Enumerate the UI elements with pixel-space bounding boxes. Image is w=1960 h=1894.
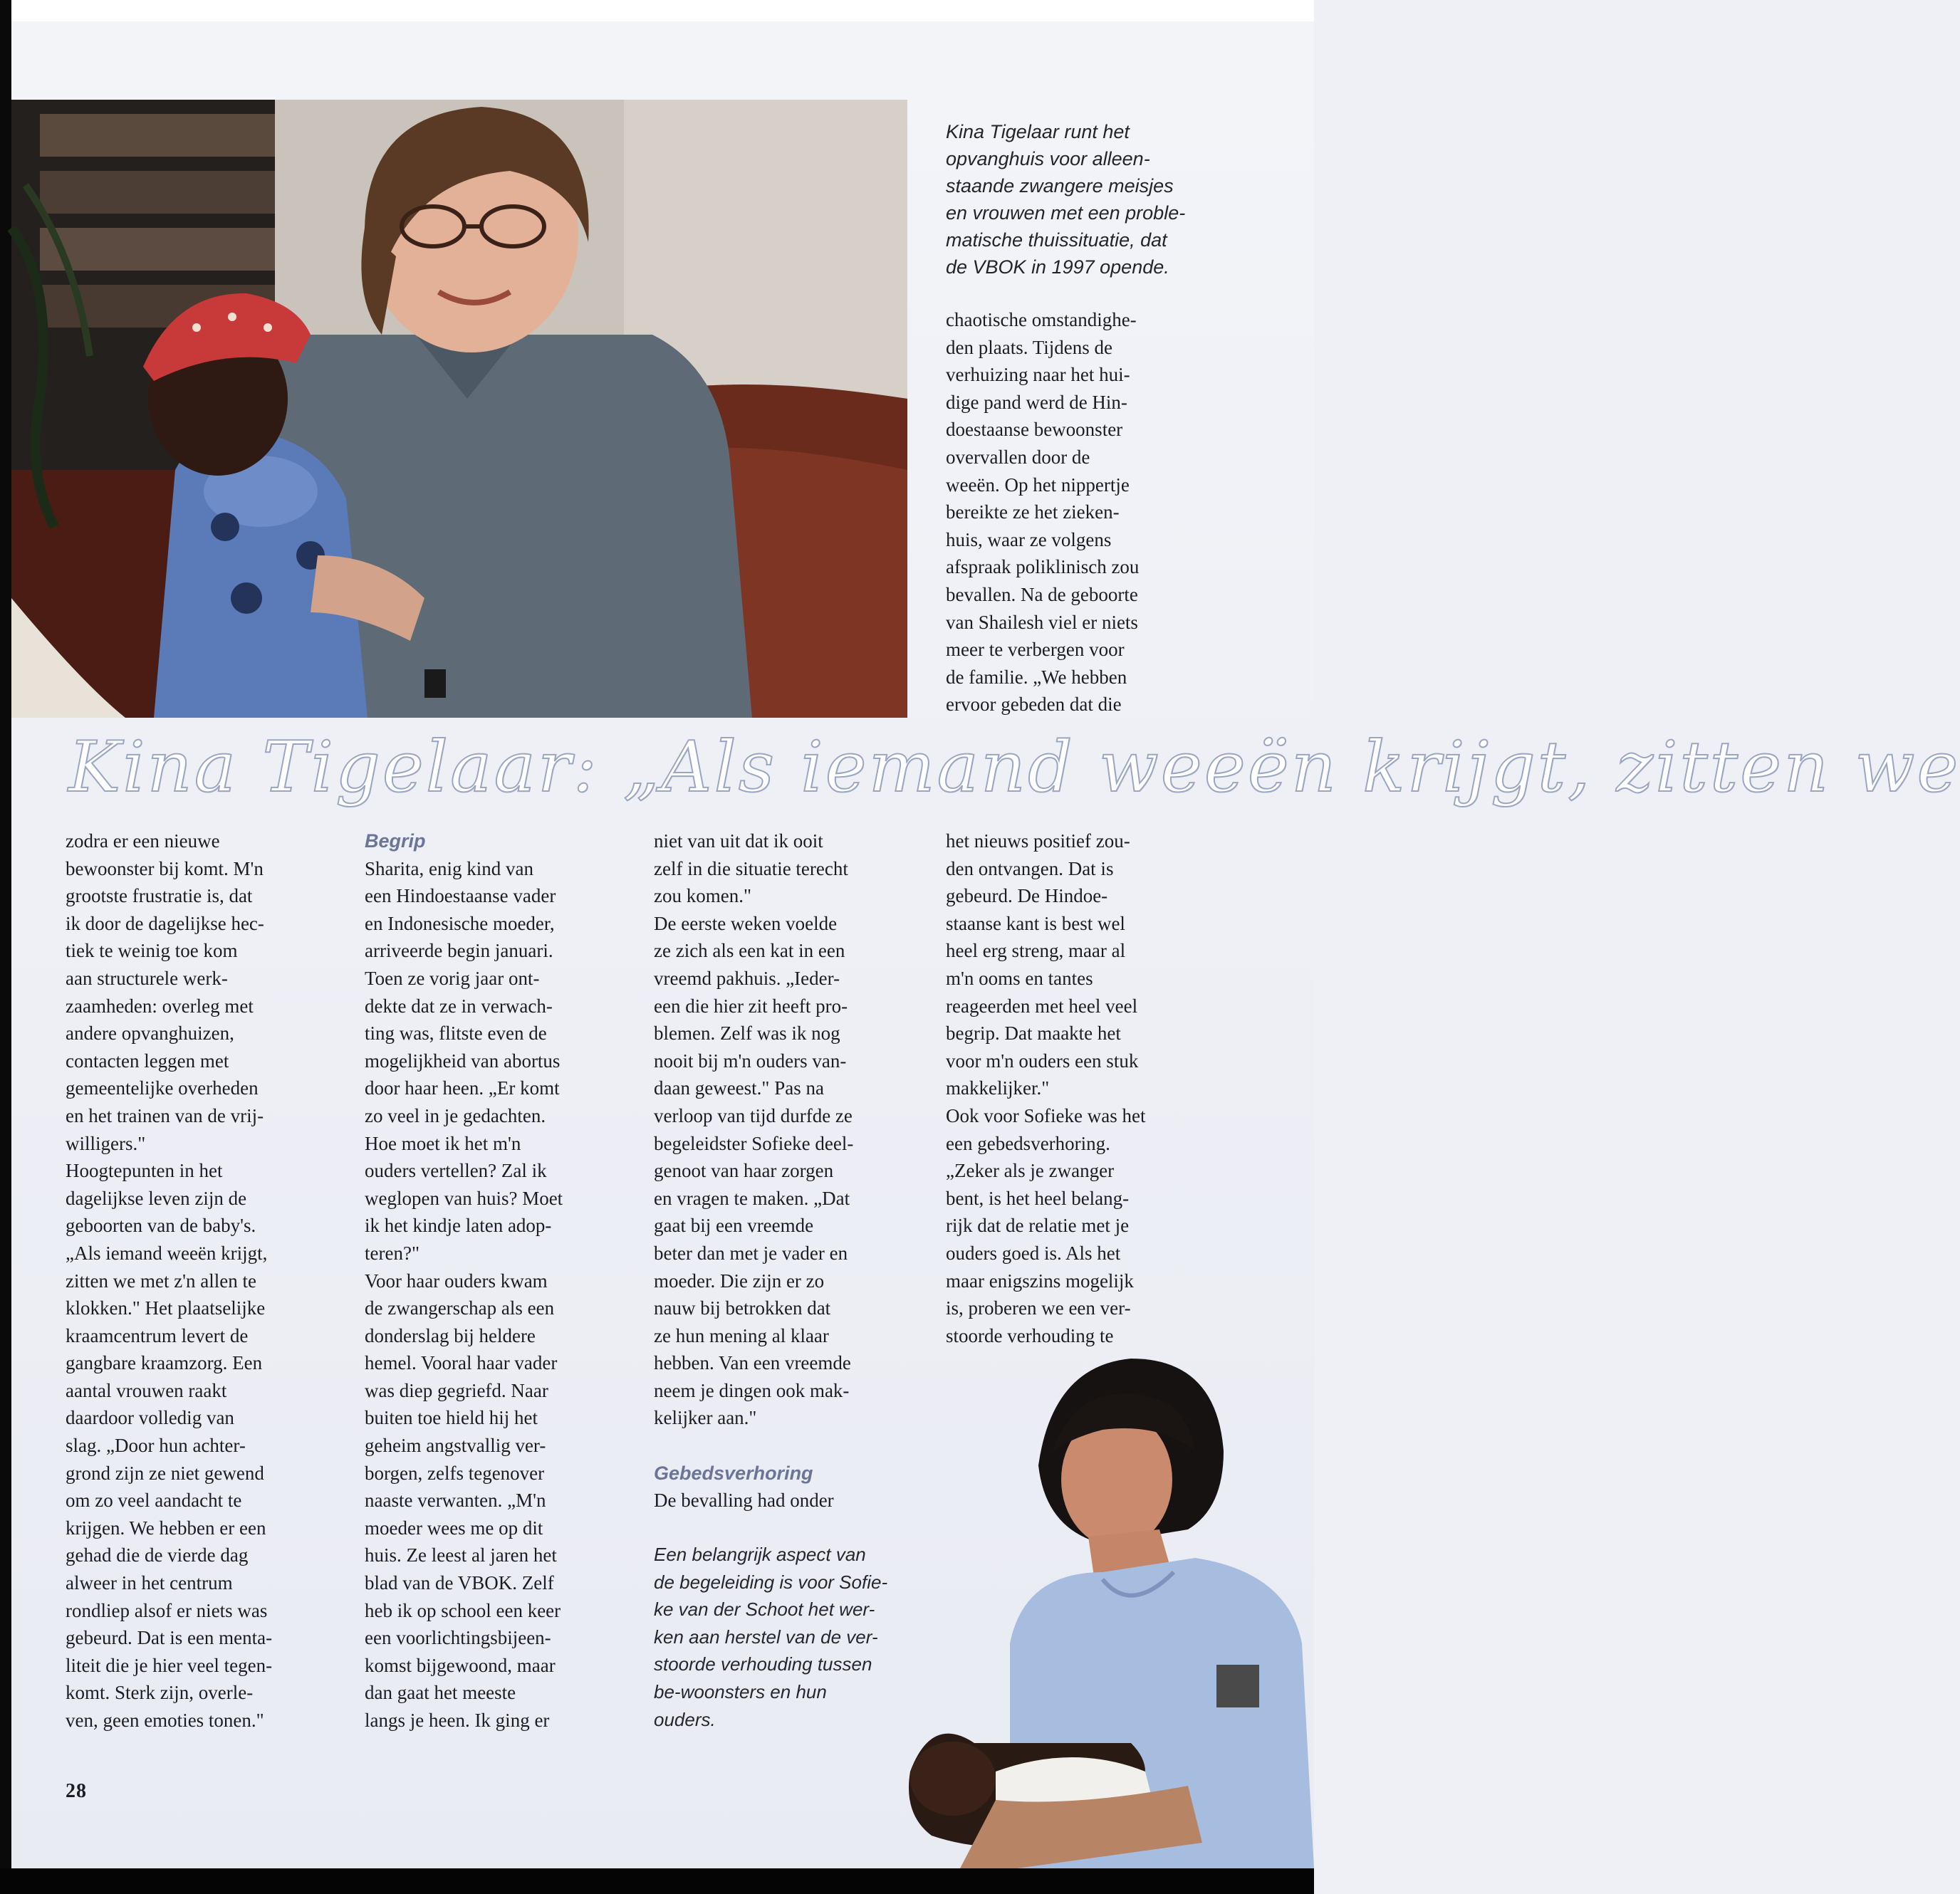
text-line: donderslag bij heldere	[365, 1324, 536, 1346]
text-line: een gebedsverhoring.	[946, 1132, 1110, 1154]
text-line: bewoonster bij komt. M'n	[66, 857, 264, 879]
text-line: andere opvanghuizen,	[66, 1022, 234, 1045]
text-line: blad van de VBOK. Zelf	[365, 1572, 554, 1594]
text-line: zelf in die situatie terecht	[654, 857, 848, 879]
text-line: heb ik op school een keer	[365, 1599, 561, 1621]
text-line: bereikte ze het zieken-	[946, 501, 1120, 523]
text-line: stoorde verhouding te	[946, 1324, 1114, 1346]
text-line: en het trainen van de vrij-	[66, 1104, 264, 1126]
text-line: overvallen door de	[946, 446, 1090, 468]
text-line: naaste verwanten. „M'n	[365, 1490, 546, 1512]
text-line: daan geweest." Pas na	[654, 1077, 824, 1099]
text-line: beter dan met je vader en	[654, 1242, 848, 1264]
text-line: blemen. Zelf was ik nog	[654, 1022, 840, 1045]
photo-illustration	[11, 100, 907, 718]
text-line: de familie. „We hebben	[946, 666, 1127, 688]
caption-line: de VBOK in 1997 opende.	[946, 256, 1169, 278]
text-line: geheim angstvallig ver-	[365, 1435, 546, 1457]
text-line: ouders vertellen? Zal ik	[365, 1160, 547, 1182]
text-line: maar enigszins mogelijk	[946, 1270, 1134, 1292]
scan-left-edge	[0, 0, 11, 1894]
photo-sofieke-with-baby	[889, 1344, 1314, 1868]
article-headline: Kina Tigelaar: „Als iemand weeën krijgt, zitten we	[68, 727, 1960, 808]
text-line: aantal vrouwen raakt	[66, 1379, 227, 1401]
text-line: Sharita, enig kind van	[365, 857, 533, 879]
text-line: gehad die de vierde dag	[66, 1544, 249, 1566]
text-line: willigers."	[66, 1132, 146, 1154]
text-line: den ontvangen. Dat is	[946, 857, 1114, 879]
text-line: en vragen te maken. „Dat	[654, 1187, 850, 1209]
article-column-4	[946, 827, 1231, 1349]
article-column-1	[66, 827, 336, 1735]
paragraph-spacer	[654, 1432, 924, 1460]
article-column-right-top	[946, 306, 1259, 718]
text-line: dan gaat het meeste	[365, 1682, 516, 1704]
text-line: De bevalling had onder	[654, 1490, 834, 1512]
section-subhead: Begrip	[365, 830, 426, 852]
text-line: makkelijker."	[946, 1077, 1050, 1099]
text-line: langs je heen. Ik ging er	[365, 1710, 550, 1731]
text-line: begeleidster Sofieke deel-	[654, 1132, 854, 1154]
text-line: De eerste weken voelde	[654, 912, 838, 934]
text-line: ze zich als een kat in een	[654, 940, 845, 962]
text-line: ze hun mening al klaar	[654, 1324, 829, 1346]
text-line: Hoe moet ik het m'n	[365, 1132, 521, 1154]
text-line: ting was, flitste even de	[365, 1022, 547, 1045]
text-line: grootste frustratie is, dat	[66, 885, 253, 907]
text-line: arriveerde begin januari.	[365, 940, 553, 962]
text-line: kraamcentrum levert de	[66, 1324, 249, 1346]
text-line: afspraak poliklinisch zou	[946, 556, 1140, 578]
text-line: rijk dat de relatie met je	[946, 1215, 1130, 1237]
text-line: huis. Ze leest al jaren het	[365, 1544, 557, 1566]
text-line: nooit bij m'n ouders van-	[654, 1050, 847, 1072]
text-line: klokken." Het plaatselijke	[66, 1297, 266, 1319]
text-line: contacten leggen met	[66, 1050, 229, 1072]
text-line: zodra er een nieuwe	[66, 830, 220, 852]
text-line: moeder wees me op dit	[365, 1517, 543, 1539]
text-line: zou komen."	[654, 885, 751, 907]
text-line: verloop van tijd durfde ze	[654, 1104, 853, 1126]
text-line: ik het kindje laten adop-	[365, 1215, 552, 1237]
text-line: gangbare kraamzorg. Een	[66, 1352, 263, 1374]
text-line: is, proberen we een ver-	[946, 1297, 1131, 1319]
text-line: Hoogtepunten in het	[66, 1160, 223, 1182]
photo-illustration	[889, 1344, 1314, 1868]
text-line: het nieuws positief zou-	[946, 830, 1130, 852]
caption-line: stoorde verhouding tussen	[654, 1653, 872, 1675]
text-line: heel erg streng, maar al	[946, 940, 1126, 962]
text-line: vreemd pakhuis. „Ieder-	[654, 967, 840, 989]
text-line: neem je dingen ook mak-	[654, 1379, 850, 1401]
text-line: niet van uit dat ik ooit	[654, 830, 823, 852]
text-line: bent, is het heel belang-	[946, 1187, 1130, 1209]
text-line: rondliep alsof er niets was	[66, 1599, 268, 1621]
text-line: aan structurele werk-	[66, 967, 228, 989]
text-line: den plaats. Tijdens de	[946, 336, 1112, 358]
text-line: dagelijkse leven zijn de	[66, 1187, 247, 1209]
text-line: van Shailesh viel er niets	[946, 611, 1138, 633]
text-line: doestaanse bewoonster	[946, 419, 1123, 441]
text-line: „Als iemand weeën krijgt,	[66, 1242, 268, 1264]
text-line: nauw bij betrokken dat	[654, 1297, 831, 1319]
text-line: teren?"	[365, 1242, 419, 1264]
text-line: weeën. Op het nippertje	[946, 474, 1130, 496]
text-line: verhuizing naar het hui-	[946, 364, 1130, 386]
section-subhead: Gebedsverhoring	[654, 1462, 813, 1484]
caption-line: ke van der Schoot het wer-	[654, 1599, 875, 1621]
photo-caption	[946, 118, 1252, 281]
text-line: komst bijgewoond, maar	[365, 1654, 556, 1676]
text-line: bevallen. Na de geboorte	[946, 583, 1138, 605]
text-line: Ook voor Sofieke was het	[946, 1104, 1146, 1126]
scan-top-margin	[0, 0, 1314, 21]
text-line: huis, waar ze volgens	[946, 528, 1112, 550]
text-line: buiten toe hield hij het	[365, 1407, 538, 1429]
text-line: m'n ooms en tantes	[946, 967, 1093, 989]
text-line: gebeurd. Dat is een menta-	[66, 1627, 273, 1649]
text-line: kelijker aan."	[654, 1407, 757, 1429]
text-line: komt. Sterk zijn, overle-	[66, 1682, 254, 1704]
page-number: 28	[66, 1780, 87, 1802]
caption-line: staande zwangere meisjes	[946, 175, 1174, 197]
text-line: reageerden met heel veel	[946, 995, 1138, 1017]
text-line: mogelijkheid van abortus	[365, 1050, 561, 1072]
text-line: liteit die je hier veel tegen-	[66, 1654, 273, 1676]
text-line: geboorten van de baby's.	[66, 1215, 256, 1237]
text-line: een die hier zit heeft pro-	[654, 995, 848, 1017]
text-line: slag. „Door hun achter-	[66, 1435, 246, 1457]
text-line: meer te verbergen voor	[946, 639, 1125, 661]
text-line: om zo veel aandacht te	[66, 1490, 242, 1512]
scan-bottom-edge	[0, 1868, 1314, 1894]
caption-line: Een belangrijk aspect van	[654, 1544, 866, 1565]
text-line: was diep gegriefd. Naar	[365, 1379, 548, 1401]
text-line: dekte dat ze in verwach-	[365, 995, 553, 1017]
text-line: hebben. Van een vreemde	[654, 1352, 851, 1374]
text-line: „Zeker als je zwanger	[946, 1160, 1115, 1182]
caption-line: Kina Tigelaar runt het	[946, 121, 1130, 142]
text-line: staanse kant is best wel	[946, 912, 1125, 934]
article-column-3	[654, 827, 924, 1514]
text-line: daardoor volledig van	[66, 1407, 234, 1429]
text-line: ven, geen emoties tonen."	[66, 1710, 264, 1731]
text-line: de zwangerschap als een	[365, 1297, 555, 1319]
text-line: zaamheden: overleg met	[66, 995, 254, 1017]
text-line: en Indonesische moeder,	[365, 912, 555, 934]
text-line: zitten we met z'n allen te	[66, 1270, 256, 1292]
text-line: tiek te weinig toe kom	[66, 940, 238, 962]
photo-kina-tigelaar-with-baby	[11, 100, 907, 718]
text-line: moeder. Die zijn er zo	[654, 1270, 825, 1292]
text-line: Voor haar ouders kwam	[365, 1270, 548, 1292]
caption-line: de begeleiding is voor Sofie-	[654, 1571, 888, 1593]
text-line: hemel. Vooral haar vader	[365, 1352, 558, 1374]
text-line: een voorlichtingsbijeen-	[365, 1627, 551, 1649]
caption-line: be-woonsters en hun	[654, 1680, 827, 1702]
text-line: begrip. Dat maakte het	[946, 1022, 1121, 1045]
text-line: dige pand werd de Hin-	[946, 391, 1127, 413]
text-line: gemeentelijke overheden	[66, 1077, 259, 1099]
text-line: borgen, zelfs tegenover	[365, 1462, 545, 1484]
text-line: genoot van haar zorgen	[654, 1160, 834, 1182]
photo-caption-sofieke	[654, 1541, 896, 1733]
caption-line: ken aan herstel van de ver-	[654, 1626, 878, 1648]
caption-line: ouders.	[654, 1708, 716, 1730]
article-column-2	[365, 827, 635, 1735]
text-line: weglopen van huis? Moet	[365, 1187, 563, 1209]
text-line: zo veel in je gedachten.	[365, 1104, 546, 1126]
text-line: door haar heen. „Er komt	[365, 1077, 560, 1099]
text-line: ouders goed is. Als het	[946, 1242, 1121, 1264]
text-line: ervoor gebeden dat die	[946, 694, 1122, 716]
text-line: krijgen. We hebben er een	[66, 1517, 266, 1539]
text-line: chaotische omstandighe-	[946, 309, 1137, 330]
text-line: een Hindoestaanse vader	[365, 885, 556, 907]
caption-line: matische thuissituatie, dat	[946, 229, 1167, 251]
text-line: gaat bij een vreemde	[654, 1215, 814, 1237]
text-line: alweer in het centrum	[66, 1572, 233, 1594]
text-line: gebeurd. De Hindoe-	[946, 885, 1108, 907]
text-line: grond zijn ze niet gewend	[66, 1462, 264, 1484]
text-line: voor m'n ouders een stuk	[946, 1050, 1139, 1072]
caption-line: en vrouwen met een proble-	[946, 202, 1186, 224]
caption-line: opvanghuis voor alleen-	[946, 148, 1150, 169]
text-line: Toen ze vorig jaar ont-	[365, 967, 540, 989]
text-line: ik door de dagelijkse hec-	[66, 912, 264, 934]
